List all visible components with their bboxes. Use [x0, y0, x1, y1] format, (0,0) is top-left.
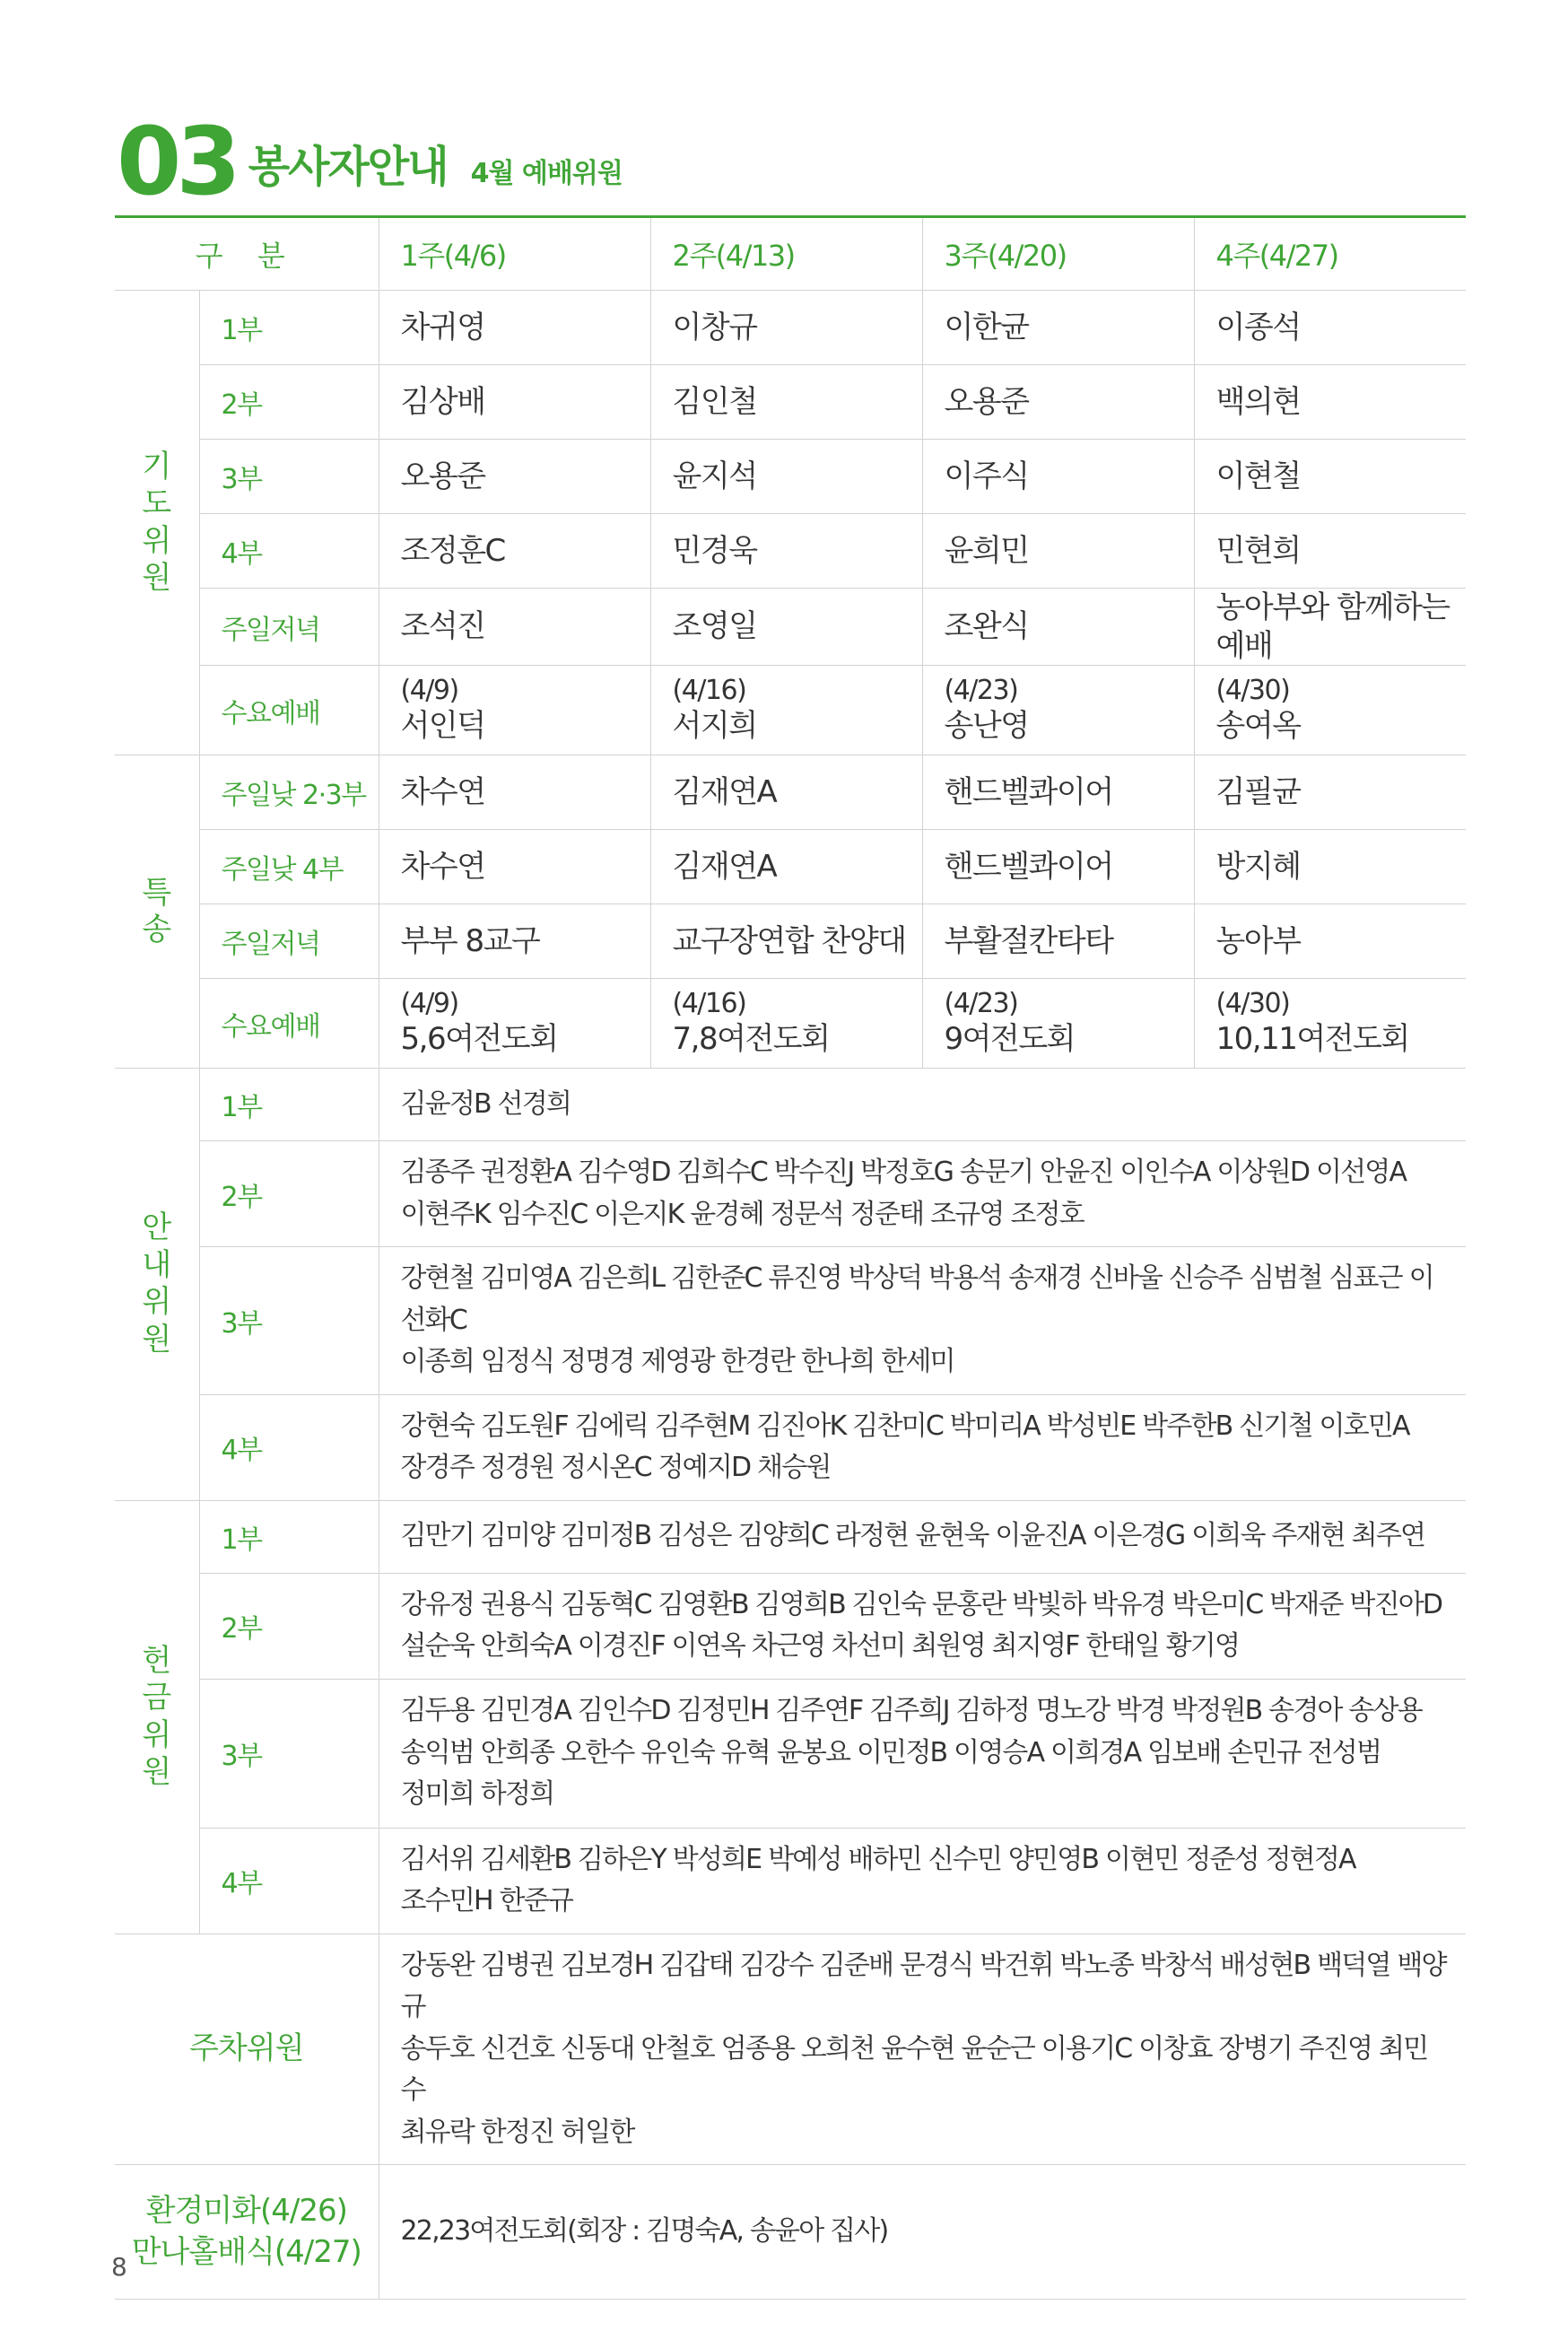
environment-label: [115, 2165, 379, 2300]
wednesday-date: (4/30): [1215, 988, 1290, 1019]
table-row: [115, 1069, 1466, 1141]
name-list: [379, 1500, 1466, 1573]
week-cell: 부부 8교구: [379, 904, 650, 979]
week-cell: 조석진: [379, 589, 650, 666]
week-cell: 핸드벨콰이어: [922, 830, 1194, 904]
table-row: [115, 1247, 1466, 1395]
assignee-name: 5,6여전도회: [400, 1020, 558, 1057]
group-label: [142, 449, 171, 598]
table-row: [115, 1679, 1466, 1828]
table-row: [115, 514, 1466, 589]
week-cell: [650, 979, 922, 1069]
group-label-char: 위: [142, 1716, 172, 1753]
week-cell: 김필균: [1194, 755, 1466, 830]
name-line: 김서위 김세환B 김하은Y 박성희E 박예성 배하민 신수민 양민영B 이현민 정준성 정현정A: [400, 1843, 1355, 1875]
row-label: 4부: [199, 1394, 379, 1500]
week-cell: [1194, 979, 1466, 1069]
week-cell: 오용준: [379, 440, 650, 514]
table-row: [115, 1828, 1466, 1934]
table-row: [115, 904, 1466, 979]
group-label-char: 안: [142, 1209, 172, 1246]
name-line: 이현주K 임수진C 이은지K 윤경혜 정문석 정준태 조규영 조정호: [400, 1198, 1084, 1230]
volunteer-table-body: [115, 217, 1466, 2300]
week-cell: 차수연: [379, 755, 650, 830]
table-row: [115, 440, 1466, 514]
week-cell: 민현희: [1194, 514, 1466, 589]
week-cell: 핸드벨콰이어: [922, 755, 1194, 830]
page-number: 8: [111, 2252, 127, 2282]
name-line: 강현숙 김도원F 김에릭 김주현M 김진아K 김찬미C 박미리A 박성빈E 박주한B 신기철 이호민A: [400, 1410, 1409, 1442]
week-cell: 이한균: [922, 291, 1194, 365]
section-number: 03: [117, 107, 236, 216]
name-line: 정미희 하정희: [400, 1778, 554, 1811]
group-label: [142, 875, 171, 949]
row-label: 3부: [199, 440, 379, 514]
parking-label: 주차위원: [115, 1934, 379, 2165]
week-cell: [1194, 666, 1466, 755]
name-list: [379, 1679, 1466, 1828]
table-row: [115, 1573, 1466, 1679]
week-cell: 차수연: [379, 830, 650, 904]
name-line: 송익범 안희종 오한수 유인숙 유혁 윤봉요 이민정B 이영승A 이희경A 임보배 손민규 전성범: [400, 1736, 1381, 1768]
table-row: [115, 1934, 1466, 2165]
name-line: 송두호 신건호 신동대 안철호 엄종용 오희천 윤수현 윤순근 이용기C 이창효 장병기 주진영 최민수: [400, 2032, 1428, 2106]
week-cell: 교구장연합 찬양대: [650, 904, 922, 979]
group-label-char: 금: [142, 1680, 172, 1716]
week-cell: 김인철: [650, 365, 922, 440]
wednesday-date: (4/16): [672, 675, 746, 706]
group-cell-special: [115, 755, 199, 1069]
name-list: [379, 1828, 1466, 1934]
group-label-char: 원: [142, 559, 172, 596]
volunteer-table: [115, 215, 1466, 2300]
group-label-char: 헌: [142, 1642, 172, 1679]
group-label-char: 기: [142, 448, 172, 485]
table-row: [115, 1141, 1466, 1247]
row-label: 수요예배: [199, 666, 379, 755]
row-label: 주일낮 2·3부: [199, 755, 379, 830]
table-row: [115, 1394, 1466, 1500]
week-cell: 윤희민: [922, 514, 1194, 589]
group-cell-guide: [115, 1069, 199, 1501]
environment-label-line: 만나홀배식(4/27): [131, 2233, 362, 2270]
row-label: 3부: [199, 1247, 379, 1395]
name-line: 강동완 김병권 김보경H 김갑태 김강수 김준배 문경식 박건휘 박노종 박창석 배성현B 백덕열 백양규: [400, 1949, 1446, 2022]
assignee-name: 송난영: [944, 707, 1029, 744]
section-subtitle: 4월 예배위원: [470, 158, 623, 189]
name-line: 최유락 한정진 허일한: [400, 2116, 634, 2148]
name-list: [379, 1247, 1466, 1395]
name-list: [379, 1141, 1466, 1247]
category-header: 구 분: [115, 217, 379, 291]
name-line: 김두용 김민경A 김인수D 김정민H 김주연F 김주희J 김하정 명노강 박경 박정원B 송경아 송상용: [400, 1695, 1422, 1727]
row-label: 주일낮 4부: [199, 830, 379, 904]
group-label-char: 원: [142, 1321, 172, 1358]
name-line: 김만기 김미양 김미정B 김성은 김양희C 라정현 윤현욱 이윤진A 이은경G 이희욱 주재현 최주연: [400, 1520, 1425, 1552]
week-cell: 이종석: [1194, 291, 1466, 365]
week-cell: 이주식: [922, 440, 1194, 514]
wednesday-date: (4/30): [1215, 675, 1290, 706]
group-label-char: 위: [142, 522, 172, 559]
name-list: [379, 1934, 1466, 2165]
week-cell: 윤지석: [650, 440, 922, 514]
week-cell: 조영일: [650, 589, 922, 666]
week-cell: 이현철: [1194, 440, 1466, 514]
row-label: 수요예배: [199, 979, 379, 1069]
table-row: [115, 291, 1466, 365]
table-row: [115, 589, 1466, 666]
assignee-name: 서지희: [672, 707, 757, 744]
row-label: 2부: [199, 365, 379, 440]
week-cell: 백의현: [1194, 365, 1466, 440]
assignee-name: 송여옥: [1215, 707, 1301, 744]
week-cell: [922, 666, 1194, 755]
page-header: [117, 107, 623, 216]
table-row: [115, 1500, 1466, 1573]
wednesday-date: (4/16): [672, 988, 746, 1019]
wednesday-date: (4/23): [944, 988, 1018, 1019]
table-row: [115, 365, 1466, 440]
week-header: 4주(4/27): [1194, 217, 1466, 291]
environment-assignee: 22,23여전도회(회장 : 김명숙A, 송윤아 집사): [379, 2165, 1466, 2300]
section-title: 봉사자안내: [248, 142, 448, 192]
week-cell: [379, 666, 650, 755]
assignee-name: 7,8여전도회: [672, 1020, 830, 1057]
week-cell: [650, 666, 922, 755]
week-header: 3주(4/20): [922, 217, 1194, 291]
wednesday-date: (4/9): [400, 988, 458, 1019]
week-cell: [379, 979, 650, 1069]
table-row: [115, 979, 1466, 1069]
group-label-char: 송: [142, 912, 172, 947]
week-cell: 방지혜: [1194, 830, 1466, 904]
row-label: 3부: [199, 1679, 379, 1828]
environment-label-line: 환경미화(4/26): [145, 2192, 347, 2229]
row-label: 주일저녁: [199, 904, 379, 979]
group-label-char: 특: [142, 874, 172, 911]
week-cell: 김상배: [379, 365, 650, 440]
week-header: 2주(4/13): [650, 217, 922, 291]
table-row: [115, 2165, 1466, 2300]
table-row: [115, 755, 1466, 830]
group-label-char: 내: [142, 1246, 172, 1283]
week-cell: 이창규: [650, 291, 922, 365]
week-cell: 김재연A: [650, 755, 922, 830]
week-header: 1주(4/6): [379, 217, 650, 291]
row-label: 2부: [199, 1141, 379, 1247]
week-cell: 김재연A: [650, 830, 922, 904]
week-cell: 차귀영: [379, 291, 650, 365]
group-label-char: 원: [142, 1753, 172, 1790]
group-label: [142, 1643, 171, 1792]
group-cell-prayer: [115, 291, 199, 755]
name-list: [379, 1394, 1466, 1500]
row-label: 1부: [199, 1500, 379, 1573]
assignee-name: 9여전도회: [944, 1020, 1076, 1057]
row-label: 1부: [199, 291, 379, 365]
name-list: [379, 1069, 1466, 1141]
table-row: [115, 217, 1466, 291]
week-cell: [922, 979, 1194, 1069]
name-line: 김윤정B 선경희: [400, 1087, 571, 1120]
wednesday-date: (4/23): [944, 675, 1018, 706]
name-list: [379, 1573, 1466, 1679]
name-line: 장경주 정경원 정시온C 정예지D 채승원: [400, 1452, 831, 1483]
name-line: 이종희 임정식 정명경 제영광 한경란 한나희 한세미: [400, 1346, 954, 1377]
group-cell-offering: [115, 1500, 199, 1934]
week-cell: 조완식: [922, 589, 1194, 666]
wednesday-date: (4/9): [400, 675, 458, 706]
name-line: 김종주 권정환A 김수영D 김희수C 박수진J 박정호G 송문기 안윤진 이인수A 이상원D 이선영A: [400, 1157, 1407, 1188]
week-cell: 농아부와 함께하는 예배: [1194, 589, 1466, 666]
name-line: 조수민H 한준규: [400, 1885, 573, 1916]
row-label: 4부: [199, 514, 379, 589]
week-cell: 부활절칸타타: [922, 904, 1194, 979]
group-label: [142, 1209, 171, 1358]
week-cell: 오용준: [922, 365, 1194, 440]
group-label-char: 위: [142, 1284, 172, 1321]
week-cell: 민경욱: [650, 514, 922, 589]
name-line: 설순욱 안희숙A 이경진F 이연옥 차근영 차선미 최원영 최지영F 한태일 황기영: [400, 1630, 1240, 1662]
row-label: 2부: [199, 1573, 379, 1679]
name-line: 강현철 김미영A 김은희L 김한준C 류진영 박상덕 박용석 송재경 신바울 신승주 심범철 심표근 이선화C: [400, 1262, 1433, 1336]
row-label: 1부: [199, 1069, 379, 1141]
assignee-name: 10,11여전도회: [1215, 1020, 1409, 1057]
row-label: 4부: [199, 1828, 379, 1934]
week-cell: 농아부: [1194, 904, 1466, 979]
week-cell: 조정훈C: [379, 514, 650, 589]
volunteer-table-wrap: [115, 215, 1466, 2300]
row-label: 주일저녁: [199, 589, 379, 666]
assignee-name: 서인덕: [400, 707, 485, 744]
name-line: 강유정 권용식 김동혁C 김영환B 김영희B 김인숙 문홍란 박빛하 박유경 박은미C 박재준 박진아D: [400, 1588, 1442, 1620]
table-row: [115, 666, 1466, 755]
group-label-char: 도: [142, 485, 172, 522]
table-row: [115, 830, 1466, 904]
